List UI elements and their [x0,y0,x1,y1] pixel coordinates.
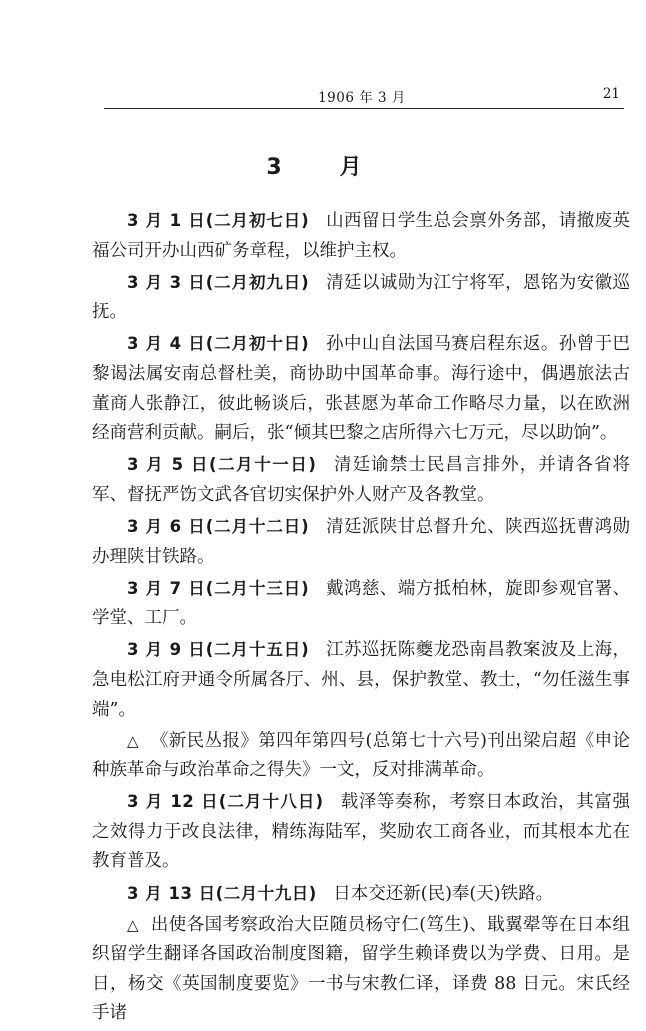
triangle-marker-icon: △ [127,731,139,750]
entry-date: 3 月 13 日(二月十九日) [127,883,317,903]
header-rule [104,108,624,109]
chapter-title: 3 月 [266,155,380,180]
entry-text: 《新民丛报》第四年第四号(总第七十六号)刊出梁启超《申论种族革命与政治革命之得失》一文，反对排满革命。 [92,730,630,781]
entry-mar-9-addendum [92,727,630,786]
entry-text: 载泽等奏称，考察日本政治，其富强之效得力于改良法律，精练海陆军，奖励农工商各业，而其根本尤在教育普及。 [92,792,630,872]
entry-text: 清廷以诚勋为江宁将军，恩铭为安徽巡抚。 [92,272,630,323]
entry-date: 3 月 3 日(二月初九日) [127,272,310,292]
running-title: 1906 年 3 月 [318,90,406,106]
entry-mar-13-addendum [92,911,630,1029]
entry-text: 清廷派陕甘总督升允、陕西巡抚曹鸿勋办理陕甘铁路。 [92,516,630,567]
entry-mar-4 [92,329,630,448]
page-number: 21 [602,86,620,102]
entry-text: 孙中山自法国马赛启程东返。孙曾于巴黎谒法属安南总督杜美，商协助中国革命事。海行途中，偶遇旅法古董商人张静江，彼此畅谈后，张甚愿为革命工作略尽力量，以在欧洲经商营利贡献。嗣后，张“倾其巴黎之店所得六七万元，尽以助饷”。 [92,334,630,444]
entry-text: 江苏巡抚陈夔龙恐南昌教案波及上海，急电松江府尹通令所属各厅、州、县，保护教堂、教士，“勿任滋生事端”。 [92,640,630,720]
entry-date: 3 月 12 日(二月十八日) [127,792,324,812]
entry-date: 3 月 4 日(二月初十日) [127,334,310,354]
entry-mar-9 [92,635,630,725]
entry-date: 3 月 7 日(二月十三日) [127,578,310,598]
entry-date: 3 月 9 日(二月十五日) [127,640,310,660]
entry-text: 清廷谕禁士民昌言排外，并请各省将军、督抚严饬文武各官切实保护外人财产及各教堂。 [92,455,631,505]
entry-text: 出使各国考察政治大臣随员杨守仁(笃生)、戢翼翚等在日本组织留学生翻译各国政治制度图籍，留学生赖译费以为学费、日用。是日，杨交《英国制度要览》一书与宋教仁译，译费 88 日元。宋氏经手诸 [92,914,630,1024]
entry-date: 3 月 1 日(二月初七日) [127,211,310,230]
entry-mar-1 [92,206,630,266]
entry-text: 山西留日学生总会禀外务部，请撤废英福公司开办山西矿务章程，以维护主权。 [92,211,630,261]
entry-mar-5 [92,450,630,510]
entry-mar-13 [92,879,630,910]
entry-mar-6 [92,512,630,572]
entry-text: 戴鸿慈、端方抵柏林，旋即参观官署、学堂、工厂。 [92,578,630,629]
entry-text: 日本交还新(民)奉(天)铁路。 [333,883,554,904]
entry-mar-3 [92,268,630,328]
entry-date: 3 月 6 日(二月十二日) [127,516,310,536]
entry-mar-7 [92,574,630,634]
triangle-marker-icon: △ [127,915,139,934]
entry-mar-12 [92,787,630,877]
entry-date: 3 月 5 日(二月十一日) [127,455,317,475]
chronicle-body [92,206,630,1031]
running-header [104,84,620,106]
